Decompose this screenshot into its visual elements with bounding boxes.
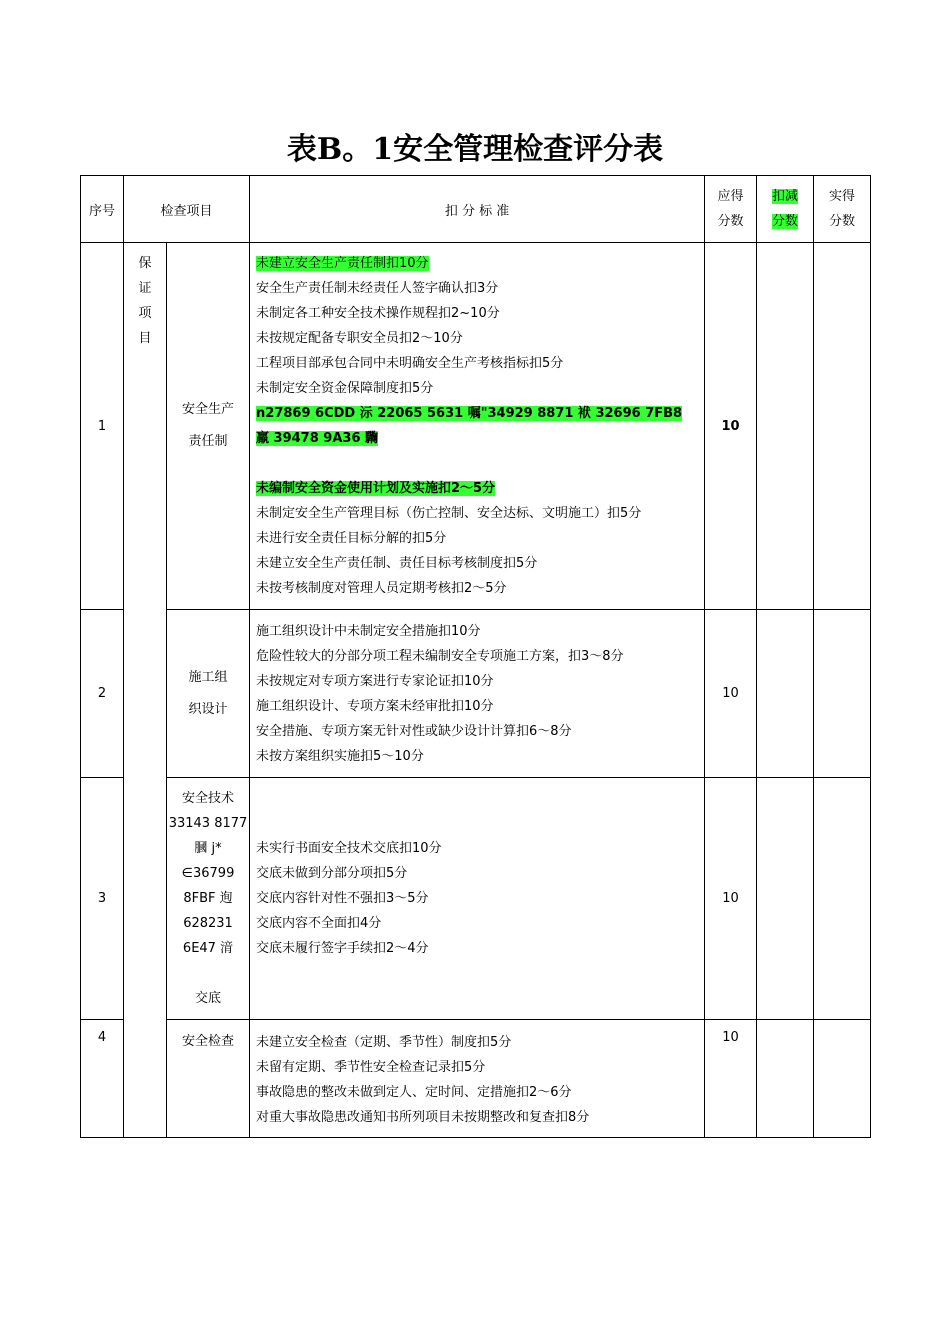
criteria-item: 交底内容针对性不强扣3～5分 — [256, 891, 429, 906]
criteria-item: 施工组织设计、专项方案未经审批扣10分 — [256, 698, 494, 714]
criteria-blank — [256, 451, 698, 476]
item-name: 安全技术 33143 8177 膕 j* ∈36799 8FBF 迿 628231 6E47 湇 交底 — [167, 778, 250, 1020]
table-row — [81, 243, 871, 610]
criteria-item: 未制定各工种安全技术操作规程扣2~10分 — [256, 306, 500, 321]
criteria-item: 工程项目部承包合同中未明确安全生产考核指标扣5分 — [256, 356, 564, 371]
actual-score-cell[interactable] — [814, 610, 871, 778]
due-score: 10 — [705, 610, 757, 778]
row-seq: 1 — [81, 243, 124, 610]
deduct-score-cell[interactable] — [757, 778, 814, 1020]
criteria-item: 危险性较大的分部分项工程未编制安全专项施工方案，扣3～8分 — [256, 648, 624, 664]
actual-score-cell[interactable] — [814, 243, 871, 610]
row-seq: 4 — [81, 1020, 124, 1138]
header-due-score: 应得 分数 — [705, 176, 757, 243]
table-row — [81, 610, 871, 778]
deduct-score-cell[interactable] — [757, 243, 814, 610]
header-item: 检查项目 — [124, 176, 250, 243]
criteria-item: 未编制安全资金使用计划及实施扣2～5分 — [256, 481, 496, 496]
score-table — [80, 175, 871, 1138]
criteria-item: 安全措施、专项方案无针对性或缺少设计计算扣6～8分 — [256, 723, 572, 739]
criteria-item: 事故隐患的整改未做到定人、定时间、定措施扣2～6分 — [256, 1085, 572, 1100]
criteria-item: 对重大事故隐患改通知书所列项目未按期整改和复查扣8分 — [256, 1110, 590, 1125]
criteria-item: 安全生产责任制未经责任人签字确认扣3分 — [256, 281, 499, 296]
group-label: 保 证 项 目 — [124, 243, 167, 1138]
page-title: 表B。1安全管理检查评分表 — [286, 132, 664, 167]
criteria-item: 未建立安全检查（定期、季节性）制度扣5分 — [256, 1035, 512, 1050]
item-name: 安全检查 — [167, 1020, 250, 1138]
item-name: 施工组 织设计 — [167, 610, 250, 778]
table-row — [81, 778, 871, 1020]
row-seq: 2 — [81, 610, 124, 778]
deduct-score-cell[interactable] — [757, 610, 814, 778]
criteria-list — [250, 778, 705, 1020]
header-row — [81, 176, 871, 243]
criteria-item: 未按考核制度对管理人员定期考核扣2～5分 — [256, 581, 507, 596]
criteria-item: 交底未履行签字手续扣2～4分 — [256, 941, 429, 956]
actual-score-cell[interactable] — [814, 1020, 871, 1138]
criteria-item: 施工组织设计中未制定安全措施扣10分 — [256, 623, 481, 639]
due-score: 10 — [705, 778, 757, 1020]
criteria-item: 未按规定配备专职安全员扣2～10分 — [256, 331, 463, 346]
criteria-item: 未实行书面安全技术交底扣10分 — [256, 841, 442, 856]
criteria-item: 未进行安全责任目标分解的扣5分 — [256, 531, 447, 546]
criteria-list — [250, 1020, 705, 1138]
criteria-item: 未建立安全生产责任制、责任目标考核制度扣5分 — [256, 556, 538, 571]
header-seq: 序号 — [81, 176, 124, 243]
criteria-item: 未按方案组织实施扣5～10分 — [256, 748, 424, 764]
criteria-list — [250, 610, 705, 778]
criteria-item: n27869 6CDD 沶 22065 5631 嘱"34929 8871 袱 32696 7FB8 羸 39478 9A36 驧 — [256, 406, 683, 446]
row-seq: 3 — [81, 778, 124, 1020]
deduct-score-cell[interactable] — [757, 1020, 814, 1138]
table-row — [81, 1020, 871, 1138]
criteria-item: 未制定安全资金保障制度扣5分 — [256, 381, 434, 396]
item-name: 安全生产 责任制 — [167, 243, 250, 610]
header-deduct-score: 扣减 分数 — [757, 176, 814, 243]
criteria-item: 未留有定期、季节性安全检查记录扣5分 — [256, 1060, 486, 1075]
criteria-item: 交底未做到分部分项扣5分 — [256, 866, 408, 881]
criteria-item: 未按规定对专项方案进行专家论证扣10分 — [256, 673, 494, 689]
criteria-item: 未建立安全生产责任制扣10分 — [256, 256, 429, 271]
criteria-list — [250, 243, 705, 610]
header-criteria: 扣 分 标 准 — [250, 176, 705, 243]
criteria-item: 未制定安全生产管理目标（伤亡控制、安全达标、文明施工）扣5分 — [256, 506, 642, 521]
criteria-item: 交底内容不全面扣4分 — [256, 916, 382, 931]
due-score: 10 — [705, 1020, 757, 1138]
actual-score-cell[interactable] — [814, 778, 871, 1020]
due-score: 10 — [705, 243, 757, 610]
header-actual-score: 实得 分数 — [814, 176, 871, 243]
